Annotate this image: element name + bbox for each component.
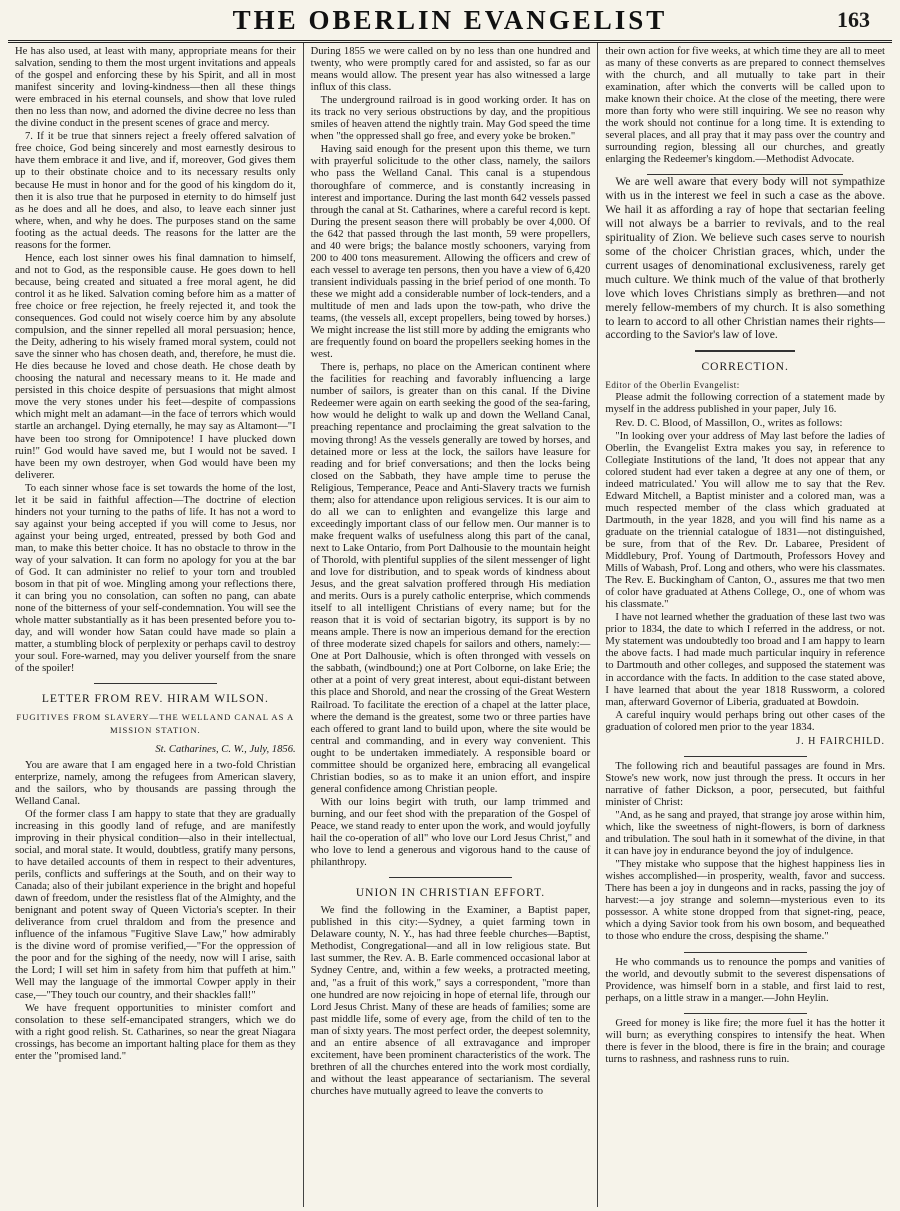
divider bbox=[684, 952, 807, 953]
divider bbox=[695, 350, 796, 352]
paragraph: A careful inquiry would perhaps bring out other cases of the graduation of colored men prior to the year 1834. bbox=[605, 709, 885, 733]
divider bbox=[684, 756, 807, 757]
paragraph: their own action for five weeks, at which time they are all to meet as many of these converts as are prepared to connect themselves with the church, and all mutually to take part in their examination, after which the converts will be called upon to make known their choice. At the close of the meeting, there were more than forty who were still inquiring. We see no reason why the work should not continue for a long time. It is extending to several places, and all pray that it may pass over the country and surrounding region, blessing all our churches, and greatly enlarging the Redeemer's kingdom.—Methodist Advocate. bbox=[605, 46, 885, 166]
divider bbox=[684, 1013, 807, 1014]
paragraph: Hence, each lost sinner owes his final damnation to himself, and not to God, as the responsible cause. He goes down to hell because, being created and situated a free moral agent, he did control it as he liked. Salvation coming before him as a matter of free choice or free rejection, he freely rejected it, and took the consequences. God could not wisely coerce him by any absolute compulsion, and the sinner repelled all moral persuasion; hence, the Deity, adhering to his wisely framed moral system, could not save the sinner who has chosen death, and, therefore, he must die. He dies because he loved and chose death. He chose death by choosing the natural and necessary means to it. He made and persisted in this choice despite of persuasions that might almost move the very stones under his feet—despite of compassions which might melt an adamant—in the face of terrors which would startle an archangel. Dying eternally, he may say as Altamont—"I have been too strong for Omnipotence! I have plucked down ruin!" God would have saved me, but I would not be saved. I have been my own destroyer, when God would have been my deliverer. bbox=[15, 252, 296, 481]
paragraph: The following rich and beautiful passages are found in Mrs. Stowe's new work, now just through the press. It occurs in her narrative of father Dickson, a poor, persecuted, but faithful minister of Christ: bbox=[605, 760, 885, 808]
paragraph: "In looking over your address of May last before the ladies of Oberlin, the Evangelist Extra makes you say, in reference to Collegiate Institutions of the land, 'It does not appear that any colored student had ever taken a degree at any one of them, or indeed matriculated.' You will allow me to say that the Rev. Edward Mitchell, a Baptist minister and a colored man, was a much respected member of the class which graduated at Dartmouth, in the year 1828, and you will find his name as a graduate on the triennial catalogue of 1831—not distinguished, be sure, from that of the Rev. Dr. Labaree, President of Middlebury, Prof. Young of Dartmouth, Professors Hovey and Mills of Wabash, Prof. Long and others, who were his classmates. The Rev. E. Buckingham of Canton, O., assures me that two men of color have graduated at Athens College, O., one of whom was his classmate." bbox=[605, 430, 885, 611]
column-1 bbox=[8, 43, 303, 1207]
paragraph: Rev. D. C. Blood, of Massillon, O., writes as follows: bbox=[615, 417, 843, 429]
divider bbox=[389, 877, 512, 878]
page-number: 163 bbox=[837, 7, 870, 32]
paragraph: Of the former class I am happy to state that they are gradually increasing in this goodly land of refuge, and are manifestly improving in their physical condition—also in their intellectual, social, and moral state. It would, doubtless, gratify many persons, to have detailed accounts of them in respect to their adventures, perils, conflicts and sufferings at the South, and on their way to Canada; also of their jubilant experience in the bright and hopeful dawn of freedom, under the resistless flat of the Almighty, and the benignant and potent sway of Queen Victoria's scepter. In their deliverance from cruel thraldom and from the presence and influence of the infamous "Fugitive Slave Law," how admirably is the divine word of promise verified,—"For the oppression of the poor and for the sighing of the needy, now will I arise, saith the Lord; I will set him in safety from him that puffeth at him." Well may the language of the immortal Cowper apply in their case,—"They touch our country, and their shackles fall!" bbox=[15, 808, 296, 1001]
paragraph: With our loins begirt with truth, our lamp trimmed and burning, and our feet shod with the preparation of the Gospel of Peace, we stand ready to enter upon the work, and would joyfully hail the co-operation of all" who love our Lord Jesus Christ," and who love to lend a generous and vigorous hand to the cause of philanthropy. bbox=[310, 796, 591, 869]
paragraph: I have not learned whether the graduation of these last two was prior to 1834, the date to which I referred in the address, or not. My statement was undoubtedly too broad and I am happy to learn the above facts. I had made much particular inquiry in reference to Dartmouth and other colleges, and supposed the statement was in accordance with the facts. In addition to the case stated above, I have learned that about the year 1818 Russworm, a colored man, afterward Governor of Liberia, graduated at Bowdoin. bbox=[605, 612, 885, 708]
editorial-paragraph: We are well aware that every body will not sympathize with us in the interest we feel in such a case as the above. We hail it as affording a ray of hope that sectarian feeling will not always be a barrier to revivals, and to the real spirituality of Zion. We believe such cases serve to nourish some of the choicer Christian graces, which, under the current usages of denominational exclusiveness, rarely get much culture. We think much of the value of that brotherly love which loves Christians simply as brethren—and not merely fellow-members of my church. It is also something to learn to accord to all other Christian names their rights—according to the Savior's law of love. bbox=[605, 175, 885, 342]
paragraph: Please admit the following correction of a statement made by myself in the address published in your paper, July 16. bbox=[605, 392, 885, 416]
paragraph: 7. If it be true that sinners reject a freely offered salvation of free choice, God being sincerely and most earnestly desirous to have them embrace it and live, and if, moreover, God gives them up to their obstinate choice and to its necessary results only because He must in honor and for the good of his kingdom do it, then it is also true that he purposed in eternity to do himself just as he does and all he does, and also, to leave each sinner just where, when, and why he does. The purposes stand on the same footing as the actual deeds. The reasons for the latter are the reasons for the former. bbox=[15, 131, 296, 251]
divider bbox=[94, 683, 217, 684]
dateline: St. Catharines, C. W., July, 1856. bbox=[155, 743, 296, 755]
masthead-title: THE OBERLIN EVANGELIST bbox=[232, 4, 668, 35]
masthead bbox=[8, 0, 892, 43]
paragraph: We find the following in the Examiner, a Baptist paper, published in this city:—Sydney, a quiet farming town in Delaware county, N. Y., has had three feeble churches—Baptist, Methodist, Congregational—and all in low religious state. But last summer, the Rev. A. B. Earle commenced occasional labor at Sydney Centre, and, within a few weeks, a protracted meeting, and, "as a fruit of this work," says a correspondent, "more than one hundred are now rejoicing in hope of eternal life, through our Lord Jesus Christ. Many of these are heads of families; some are past middle life, some of every age, from the child of ten to the man of sixty years. The most perfect order, the deepest solemnity, and an entire absence of all extravagance and improper excitement, have been prominent characteristics of the work. The brethren of all the churches entered into the work most cordially, and without the least appearance of sectarianism. The several churches have mutually agreed to leave the converts to bbox=[310, 905, 591, 1097]
paragraph: The underground railroad is in good working order. It has on its track no very serious obstructions by day, and the propitious smiles of heaven attend the nightly train. May God speed the time when "the oppressed shall go free, and every yoke be broken." bbox=[310, 95, 591, 143]
paragraph: You are aware that I am engaged here in a two-fold Christian enterprize, namely, among the refugees from American slavery, and the sailors, who by thousands are passing through the Welland Canal. bbox=[15, 759, 296, 807]
article-heading: CORRECTION. bbox=[701, 361, 789, 374]
paragraph: During 1855 we were called on by no less than one hundred and twenty, who were promptly cared for and assisted, so far as our means would allow. The present year has also witnessed a large influx of this class. bbox=[310, 46, 591, 94]
signature: J. H FAIRCHILD. bbox=[796, 735, 885, 747]
paragraph: "And, as he sang and prayed, that strange joy arose within him, which, like the sweetness of night-flowers, is born of darkness and tribulation. The soul hath in it somewhat of the divine, in that it can have joy in endurance beyond the joy of indulgence. bbox=[605, 809, 885, 858]
paragraph: Greed for money is like fire; the more fuel it has the hotter it will burn; as everything conspires to intensify the heat. When there is fever in the blood, there is fire in the brain; and courage turns to rashness, and rashness runs to ruin. bbox=[605, 1017, 885, 1065]
paragraph: We have frequent opportunities to minister comfort and consolation to these self-emancipated strangers, which we do with a right good relish. St. Catharines, so near the great Niagara crossings, has become an important halting place for them as they enter the "promised land." bbox=[15, 1002, 296, 1062]
paragraph: He who commands us to renounce the pomps and vanities of the world, and devoutly submit to the severest dispensations of Providence, was himself born in a stable, and first laid to rest, perhaps, on a little straw in a manger.—John Heylin. bbox=[605, 956, 885, 1004]
column-2 bbox=[303, 43, 598, 1207]
article-subheading: FUGITIVES FROM SLAVERY—THE WELLAND CANAL AS A MISSION STATION. bbox=[16, 712, 295, 735]
column-3 bbox=[597, 43, 892, 1207]
paragraph: To each sinner whose face is set towards the home of the lost, let it be said in faithful affection—The doctrine of election hinders not your turning to the paths of life. It has not a word to say against your being accepted if you will come to Jesus, nor against your being urged, entreated, pressed by both God and man, to make this better choice. It has no obstacle to throw in the way of your salvation. It can form no apology for you at the bar of God. It can administer no relief to your torn and troubled bosom in that pit of woe. Mingling among your reflections there, it can bring you no consolation, can soften no pang, can abate none of the bitterness of your self-condemnation. You will see the whole matter substantially as it has been presented before you to-day, and will wonder how Satan could have made so plain a matter, a stumbling block of perplexity or perhaps cavil to destroy your soul. Fore-warned, may you deliver yourself from the snare of the spoiler! bbox=[15, 482, 296, 675]
paragraph: He has also used, at least with many, appropriate means for their salvation, sending to them the most urgent invitations and appeals of the gospel and enforcing these by his Spirit, and all in most manifest sincerity and loving-kindness—then all these things were embraced in his eternal counsels, and show that love ruled then no less than now, and adorned the divine decree no less than the divine conduct in the present scenes of grace and mercy. bbox=[15, 46, 296, 130]
article-heading: UNION IN CHRISTIAN EFFORT. bbox=[355, 887, 546, 900]
paragraph: "They mistake who suppose that the highest happiness lies in wishes accomplished—in prosperity, wealth, favor and success. There has been a joy in dungeons and in racks, passing the joy of harvest:—a joy strange and solemn—mysterious even to its possessor. A white stone dropped from that signet-ring, peace, which a dying Savior took from his own bosom, and bequeathed to those who endure the cross, despising the shame." bbox=[605, 859, 885, 943]
paragraph: Having said enough for the present upon this theme, we turn with prayerful solicitude to the other class, namely, the sailors who pass the Welland Canal. This canal is a stupendous thoroughfare of commerce, and is constantly increasing in interest and importance. During the last month 642 vessels passed through the canal at St. Catharines, where a careful record is kept. During the present season there will probably be over 4,000. Of the 642 that passed through the last month, 59 were propellers, and 40 were brigs; the balance mostly schooners, varying from 200 to 400 tons measurement. Allowing the officers and crew of each vessel to average ten persons, then you have a view of 6,420 transient individuals passing in the brief period of one month. To these we might add a considerable number of lock-tenders, and a multitude of men and lads upon the tow-path, who drive the teams, (the vessels all, except propellers, being towed by horses.) We might increase the list still more by adding the emigrants who are frequently found on board the propellers seeking homes in the west. bbox=[310, 144, 591, 361]
article-heading: LETTER FROM REV. HIRAM WILSON. bbox=[41, 693, 269, 706]
paragraph: There is, perhaps, no place on the American continent where the facilities for reaching and favorably influencing a large number of sailors, is greater than on this canal. If the Divine Redeemer were again on earth seeking the good of the sea-faring, how would he delight to walk up and down the Welland Canal, preaching repentance and proclaiming the great salvation to the moving throng! As the vessels generally are towed by horses, and detained more or less at the lock, the sailors have leasure for reading and for brief conversations; and then the locks being closed on the Sabbath, they have ample time to peruse the Religious, Temperance, Peace and Anti-Slavery tracts we furnish them; also for attendance upon religious services. It is our aim to do all we can to enlighten and evangelize this large and exceedingly important class of our fellow men. Our manner is to make frequent walks of usefulness along this part of the canal, next to Lake Ontario, from Port Dalhousie to the mountain height of Thorold, with plentiful supplies of the silent messenger of light and love for distribution, and to speak words of kindness about Jesus, and the great salvation proffered through His mediation and merits. Ours is a purely catholic enterprise, which commends itself to all intelligent Christians of every name; but for the reason that it is void of sectarian bigotry, its support is by no means ample. There is now an imperious demand for the erection of three moderate sized chapels for sailors and others, namely:—One at Port Dalhousie, which is often thronged with vessels on the sabbath, (windbound;) one at Port Colborne, on lake Erie; the other at a point of very great interest, about equi-distant between this place and Shorold, and near the crossing of the Great Western Railroad. To facilitate the erection of a chapel at the latter place, where the demand is the greatest, some two or three parties have each offered to grant land to build upon, where the site would be central and commanding, and in every way convenient. This ought to be undertaken immediately. A responsible board or committee should be organized here, embracing all evangelical Christian bodies, so as to make it an union effort, and inspire general confidence among Christian people. bbox=[310, 362, 591, 795]
salutation: Editor of the Oberlin Evangelist: bbox=[605, 380, 740, 391]
columns bbox=[8, 43, 892, 1207]
